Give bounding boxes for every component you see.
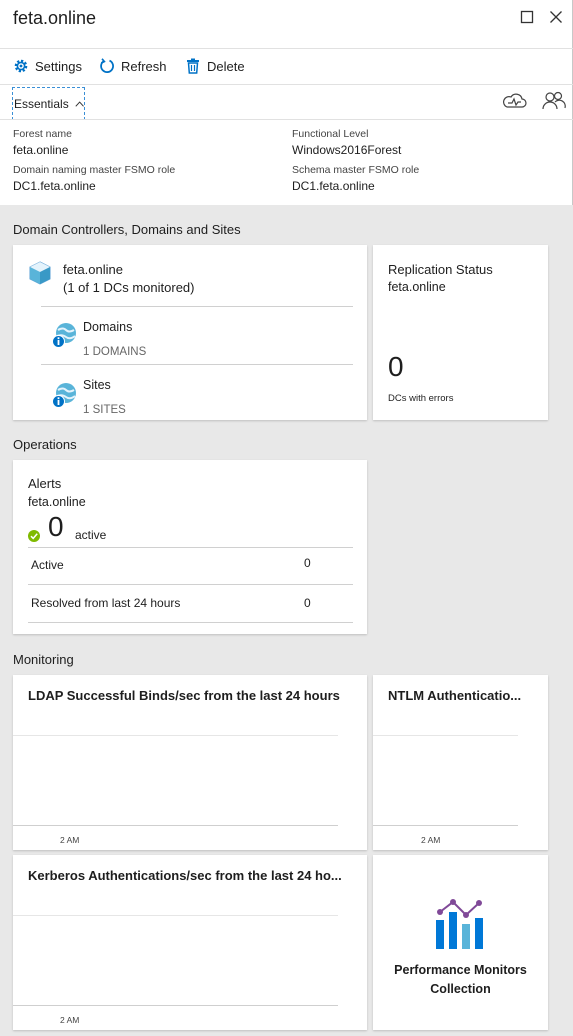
command-bar — [0, 48, 573, 85]
alerts-row-value: 0 — [304, 596, 311, 610]
replication-error-count: 0 — [388, 351, 404, 382]
alerts-tile[interactable] — [13, 460, 367, 634]
perf-label-line-2: Collection — [430, 982, 491, 996]
check-circle-icon — [28, 530, 40, 542]
replication-caption: DCs with errors — [388, 393, 454, 404]
essentials-divider — [0, 119, 573, 120]
cloud-health-icon[interactable] — [501, 90, 527, 112]
forest-tile[interactable] — [13, 245, 367, 420]
ntlm-gridline — [373, 735, 518, 736]
functional-level-label: Functional Level — [292, 128, 369, 140]
ldap-chart-tile[interactable] — [13, 675, 367, 850]
forest-tile-subtitle: (1 of 1 DCs monitored) — [63, 280, 195, 295]
delete-button[interactable] — [185, 58, 245, 74]
schema-master-value: DC1.feta.online — [292, 179, 375, 193]
domains-count: 1 DOMAINS — [83, 346, 147, 358]
kerberos-chart-tile[interactable] — [13, 855, 367, 1030]
replication-title: Replication Status — [388, 262, 493, 277]
alerts-row-resolved[interactable] — [28, 585, 353, 622]
kerberos-chart-title: Kerberos Authentications/sec from the last 24 ho... — [28, 868, 342, 883]
close-icon — [549, 10, 563, 24]
essentials-label: Essentials — [14, 96, 69, 111]
alerts-active-count: 0 — [48, 511, 64, 542]
delete-label: Delete — [207, 58, 245, 74]
alerts-subtitle: feta.online — [28, 495, 86, 509]
sites-count: 1 SITES — [83, 404, 126, 416]
ldap-x-axis — [13, 825, 338, 826]
alerts-divider-3 — [28, 622, 353, 623]
gear-icon — [13, 58, 29, 74]
ntlm-x-tick: 2 AM — [421, 835, 441, 845]
domains-row[interactable] — [13, 307, 367, 363]
ldap-chart-title: LDAP Successful Binds/sec from the last 24 hours — [28, 688, 340, 703]
forest-tile-name: feta.online — [63, 262, 123, 277]
site-globe-icon — [51, 381, 79, 409]
monitoring-title: Monitoring — [13, 652, 74, 667]
forest-name-value: feta.online — [13, 143, 69, 157]
kerberos-x-axis — [13, 1005, 338, 1006]
forest-name-label: Forest name — [13, 128, 72, 140]
ntlm-x-axis — [373, 825, 518, 826]
sites-row[interactable] — [13, 365, 367, 420]
kerberos-gridline — [13, 915, 338, 916]
alerts-title: Alerts — [28, 476, 62, 491]
domain-naming-master-value: DC1.feta.online — [13, 179, 96, 193]
sites-label: Sites — [83, 378, 111, 392]
refresh-label: Refresh — [121, 58, 167, 74]
close-button[interactable] — [549, 10, 565, 26]
settings-button[interactable] — [13, 58, 82, 74]
users-icon[interactable] — [541, 90, 567, 112]
blade-header — [0, 0, 573, 205]
ldap-x-tick: 2 AM — [60, 835, 80, 845]
ldap-gridline — [13, 735, 338, 736]
chevron-up-icon — [75, 100, 84, 108]
settings-label: Settings — [35, 58, 82, 74]
forest-cube-icon — [27, 260, 53, 286]
trash-icon — [185, 58, 201, 74]
refresh-icon — [99, 58, 115, 74]
performance-monitors-tile[interactable] — [373, 855, 548, 1030]
refresh-button[interactable] — [99, 58, 167, 74]
blade-title: feta.online — [13, 8, 97, 28]
essentials-toggle[interactable] — [12, 87, 85, 120]
operations-title: Operations — [13, 437, 77, 452]
alerts-row-label: Resolved from last 24 hours — [31, 596, 181, 610]
schema-master-label: Schema master FSMO role — [292, 164, 420, 176]
alerts-row-label: Active — [31, 558, 64, 572]
functional-level-value: Windows2016Forest — [292, 143, 402, 157]
maximize-button[interactable] — [520, 10, 536, 26]
ntlm-chart-title: NTLM Authenticatio... — [388, 688, 522, 703]
perf-label-line-1: Performance Monitors — [394, 963, 527, 977]
domains-label: Domains — [83, 320, 133, 334]
replication-status-tile[interactable] — [373, 245, 548, 420]
kerberos-x-tick: 2 AM — [60, 1015, 80, 1025]
alerts-row-active[interactable] — [28, 548, 353, 584]
replication-subtitle: feta.online — [388, 280, 446, 294]
dc-section-title: Domain Controllers, Domains and Sites — [13, 222, 241, 237]
square-icon — [520, 10, 534, 24]
performance-chart-icon — [434, 897, 488, 949]
alerts-active-label: active — [75, 528, 107, 542]
ntlm-chart-tile[interactable] — [373, 675, 548, 850]
domain-naming-master-label: Domain naming master FSMO role — [13, 164, 176, 176]
domain-globe-icon — [51, 321, 79, 349]
alerts-row-value: 0 — [304, 556, 311, 570]
